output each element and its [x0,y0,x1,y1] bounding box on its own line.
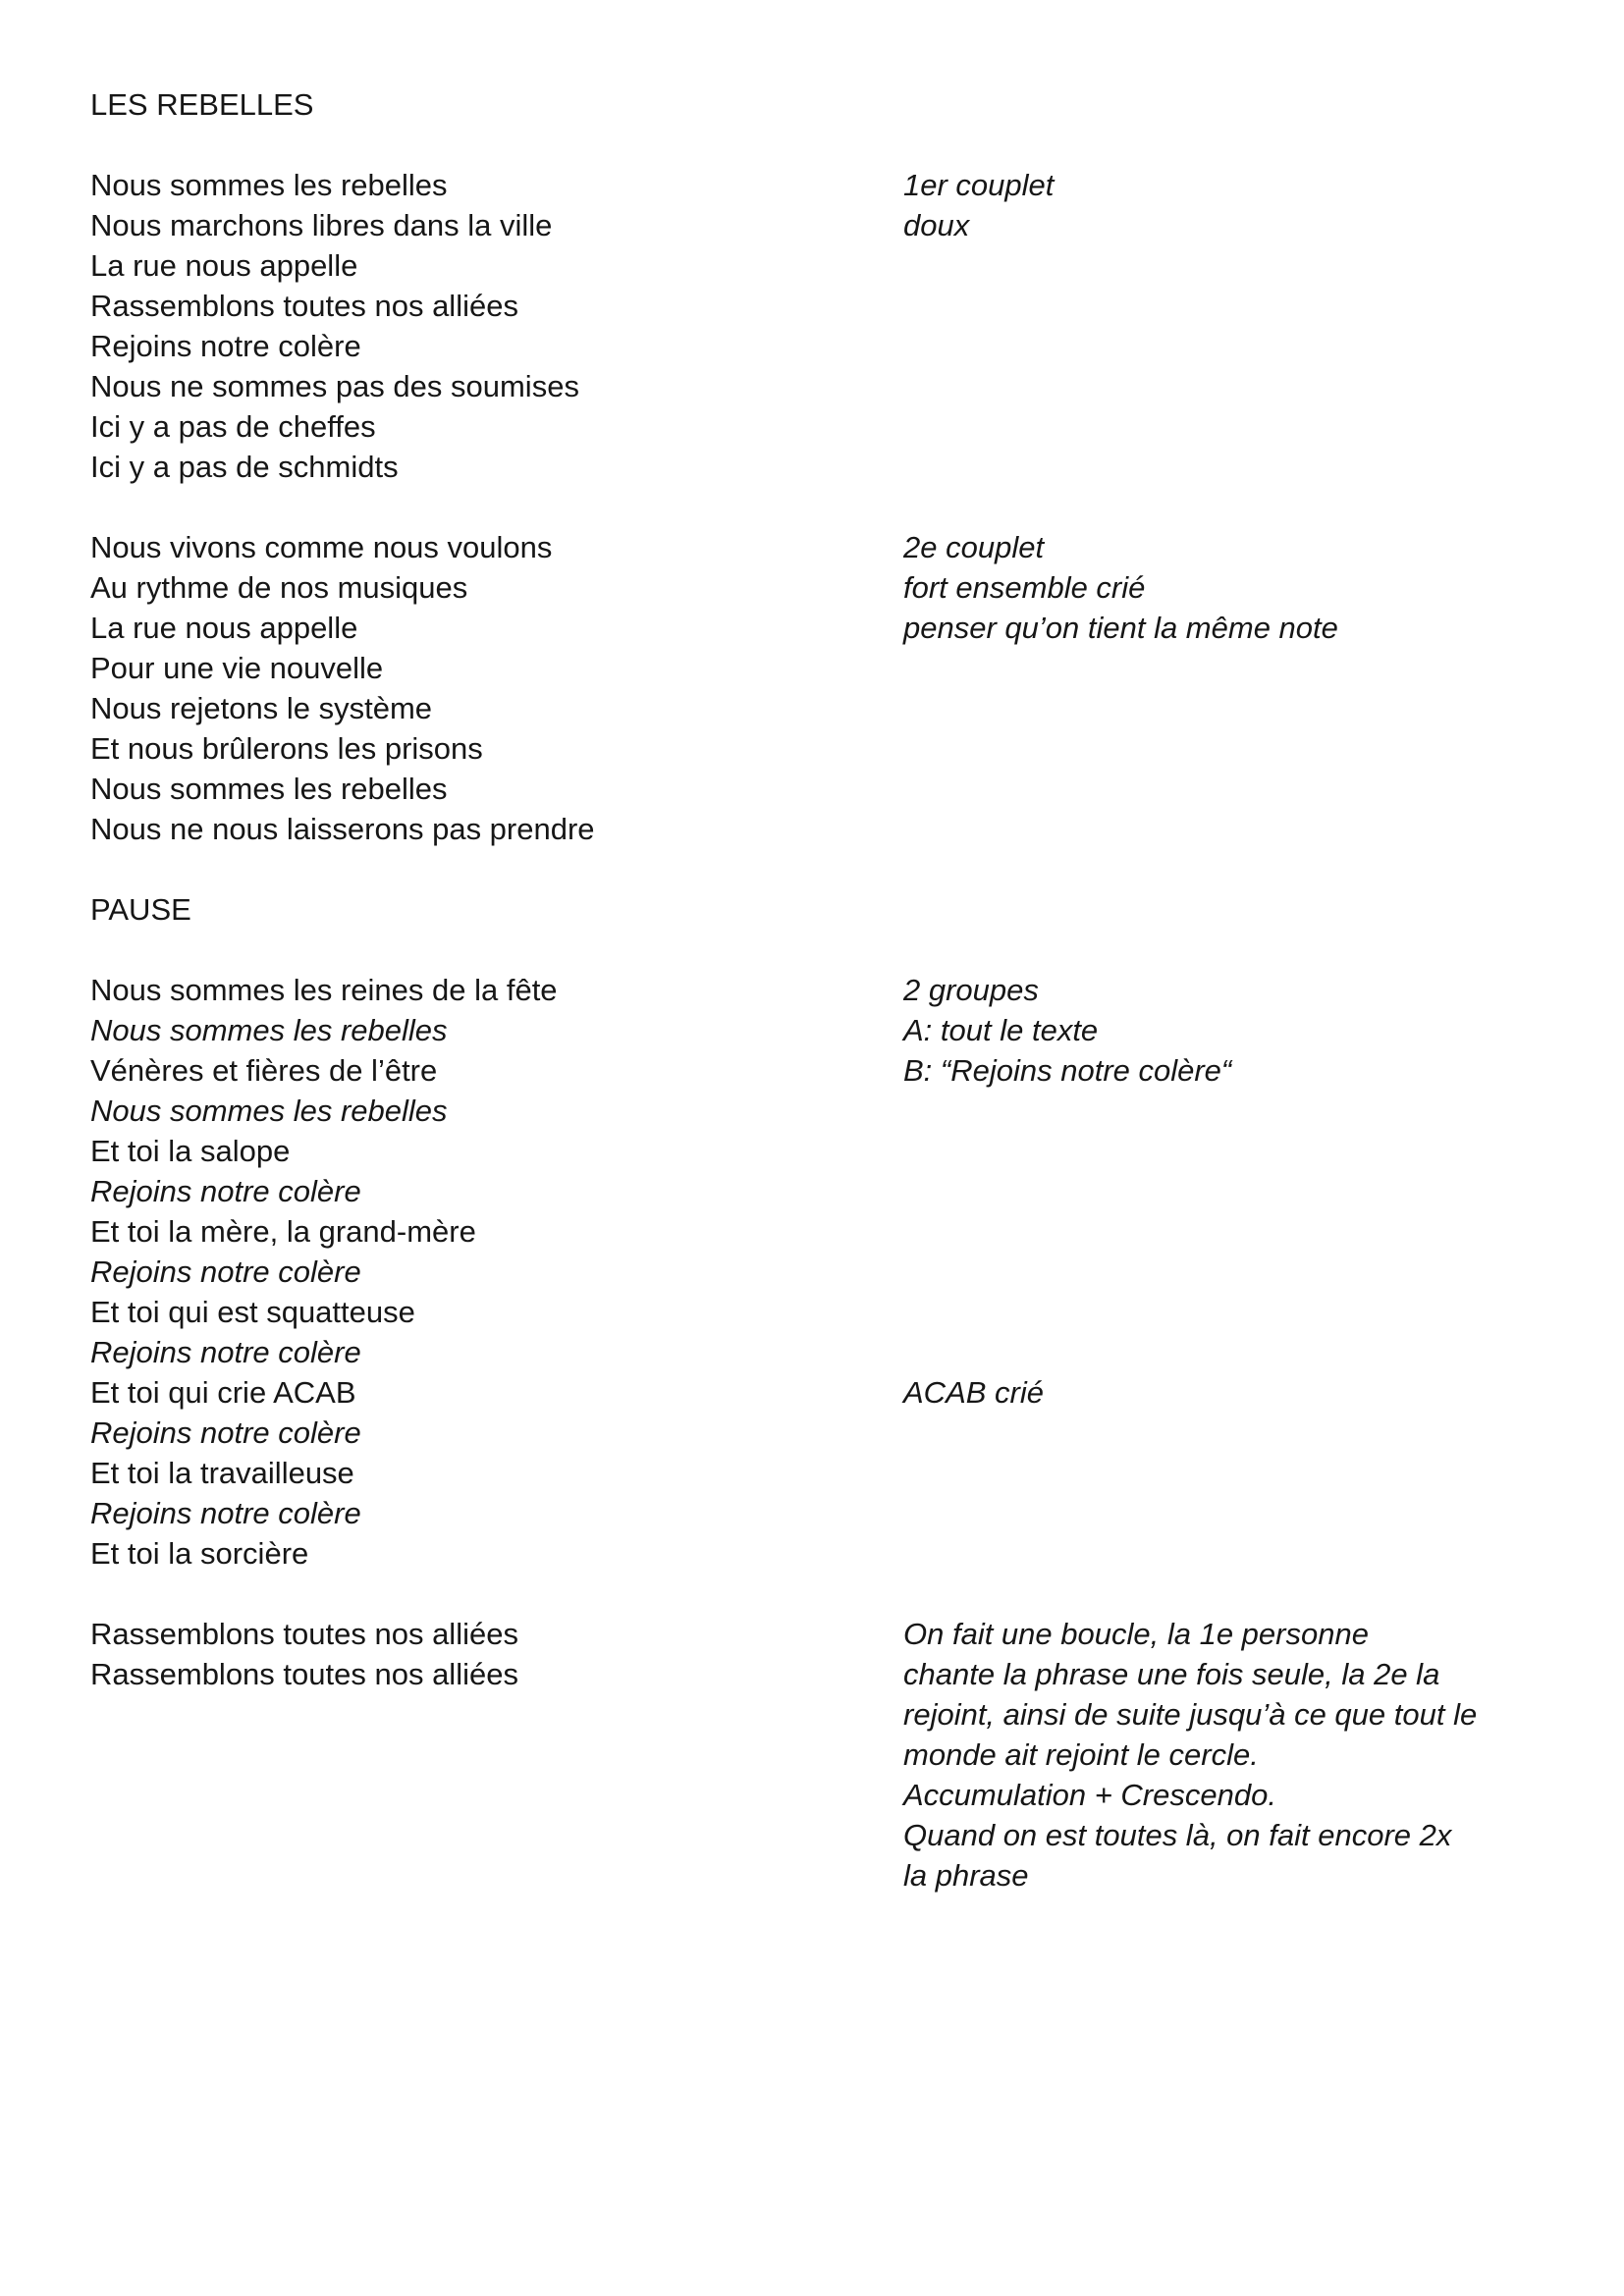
lyric-text: La rue nous appelle [90,611,358,645]
lyric-text: Et toi la sorcière [90,1536,309,1571]
line-row [90,1493,1624,1533]
line-row [90,889,1624,930]
lyric-text: Nous marchons libres dans la ville [90,208,553,242]
line-row [90,165,1624,205]
performance-note: penser qu’on tient la même note [903,611,1338,645]
line-row [90,1855,1624,1896]
lyric-text: Nous sommes les reines de la fête [90,973,558,1007]
lyric-text: Rassemblons toutes nos alliées [90,1657,518,1691]
performance-note [903,809,1624,849]
lines-container [90,84,1624,1896]
lyric-text [90,1694,903,1735]
performance-note: 2 groupes [903,973,1039,1007]
line-row [90,1211,1624,1252]
line-row [90,1372,1624,1413]
line-row [90,1453,1624,1493]
line-row [90,1131,1624,1171]
performance-note [903,406,1624,447]
line-row [90,608,1624,648]
lyric-text [90,1855,903,1896]
performance-note [903,1211,1624,1252]
performance-note: A: tout le texte [903,1013,1099,1047]
lyric-text: Nous sommes les rebelles [90,1094,448,1128]
lyric-text: Ici y a pas de schmidts [90,450,399,484]
performance-note: ACAB crié [903,1375,1044,1410]
performance-note [903,728,1624,769]
lyric-text [90,487,903,527]
lyric-text: Au rythme de nos musiques [90,570,468,605]
blank-line [90,1574,1624,1614]
lyric-text: Nous vivons comme nous voulons [90,530,553,564]
performance-note: chante la phrase une fois seule, la 2e la [903,1657,1440,1691]
performance-note [903,648,1624,688]
lyric-text: Ici y a pas de cheffes [90,409,376,444]
lyric-text [90,1815,903,1855]
line-row [90,1533,1624,1574]
performance-note [903,889,1624,930]
performance-note [903,286,1624,326]
line-row [90,728,1624,769]
lyric-text: Et nous brûlerons les prisons [90,731,483,766]
blank-line [90,849,1624,889]
performance-note: On fait une boucle, la 1e personne [903,1617,1369,1651]
performance-note: Quand on est toutes là, on fait encore 2x [903,1818,1452,1852]
line-row [90,769,1624,809]
lyric-text: Rejoins notre colère [90,1335,361,1369]
line-row [90,970,1624,1010]
performance-note [903,1091,1624,1131]
line-row [90,1252,1624,1292]
line-row [90,1735,1624,1775]
lyric-text: Rejoins notre colère [90,1496,361,1530]
line-row [90,1413,1624,1453]
lyric-text: Rejoins notre colère [90,1415,361,1450]
line-row [90,406,1624,447]
performance-note: Accumulation + Crescendo. [903,1778,1276,1812]
lyric-text: Nous ne sommes pas des soumises [90,369,579,403]
lyric-text [90,1735,903,1775]
line-row [90,1614,1624,1654]
lyric-text [90,125,903,165]
performance-note: monde ait rejoint le cercle. [903,1737,1259,1772]
line-row [90,567,1624,608]
lyric-text: Et toi la travailleuse [90,1456,354,1490]
performance-note [903,125,1624,165]
lyric-text: Nous sommes les rebelles [90,772,448,806]
line-row [90,1050,1624,1091]
lyric-text: Rejoins notre colère [90,329,361,363]
performance-note [903,1533,1624,1574]
lyric-text: Rassemblons toutes nos alliées [90,289,518,323]
lyric-text [90,1775,903,1815]
performance-note [903,84,1624,125]
performance-note [903,366,1624,406]
lyric-text: Rejoins notre colère [90,1174,361,1208]
document-title: LES REBELLES [90,87,314,122]
lyric-text [90,930,903,970]
lyric-text [90,1574,903,1614]
blank-line [90,930,1624,970]
lyric-text: Nous sommes les rebelles [90,1013,448,1047]
lyric-text: Et toi la mère, la grand-mère [90,1214,476,1249]
line-row [90,366,1624,406]
line-row [90,527,1624,567]
performance-note [903,447,1624,487]
line-row [90,1654,1624,1694]
line-row [90,326,1624,366]
line-row [90,1694,1624,1735]
performance-note [903,1493,1624,1533]
line-row [90,205,1624,245]
lyric-text: Nous rejetons le système [90,691,433,725]
line-row [90,1332,1624,1372]
line-row [90,1171,1624,1211]
performance-note [903,930,1624,970]
lyric-text: Et toi qui crie ACAB [90,1375,356,1410]
lyric-text: Rejoins notre colère [90,1255,361,1289]
performance-note [903,1413,1624,1453]
line-row [90,286,1624,326]
line-row [90,1292,1624,1332]
performance-note: 1er couplet [903,168,1055,202]
lyric-text: Et toi qui est squatteuse [90,1295,415,1329]
performance-note: 2e couplet [903,530,1045,564]
lyric-text: Et toi la salope [90,1134,291,1168]
line-row [90,809,1624,849]
performance-note [903,849,1624,889]
performance-note [903,326,1624,366]
blank-line [90,125,1624,165]
section-heading: PAUSE [90,892,191,927]
performance-note [903,487,1624,527]
performance-note [903,1453,1624,1493]
lyric-text: Nous sommes les rebelles [90,168,448,202]
line-row [90,688,1624,728]
line-row [90,1010,1624,1050]
line-row [90,1775,1624,1815]
blank-line [90,487,1624,527]
performance-note [903,1332,1624,1372]
performance-note: doux [903,208,970,242]
performance-note [903,1252,1624,1292]
performance-note: fort ensemble crié [903,570,1146,605]
performance-note [903,1292,1624,1332]
line-row [90,1091,1624,1131]
performance-note [903,1131,1624,1171]
lyric-text: Rassemblons toutes nos alliées [90,1617,518,1651]
performance-note [903,688,1624,728]
lyric-text [90,849,903,889]
performance-note [903,1574,1624,1614]
lyric-text: Pour une vie nouvelle [90,651,384,685]
performance-note [903,245,1624,286]
performance-note: rejoint, ainsi de suite jusqu’à ce que tout le [903,1697,1478,1732]
lyric-text: La rue nous appelle [90,248,358,283]
performance-note: B: “Rejoins notre colère“ [903,1053,1232,1088]
line-row [90,447,1624,487]
lyric-text: Nous ne nous laisserons pas prendre [90,812,595,846]
lyric-text: Vénères et fières de l’être [90,1053,438,1088]
performance-note: la phrase [903,1858,1029,1893]
line-row [90,1815,1624,1855]
performance-note [903,1171,1624,1211]
line-row [90,648,1624,688]
line-row [90,84,1624,125]
performance-note [903,769,1624,809]
line-row [90,245,1624,286]
